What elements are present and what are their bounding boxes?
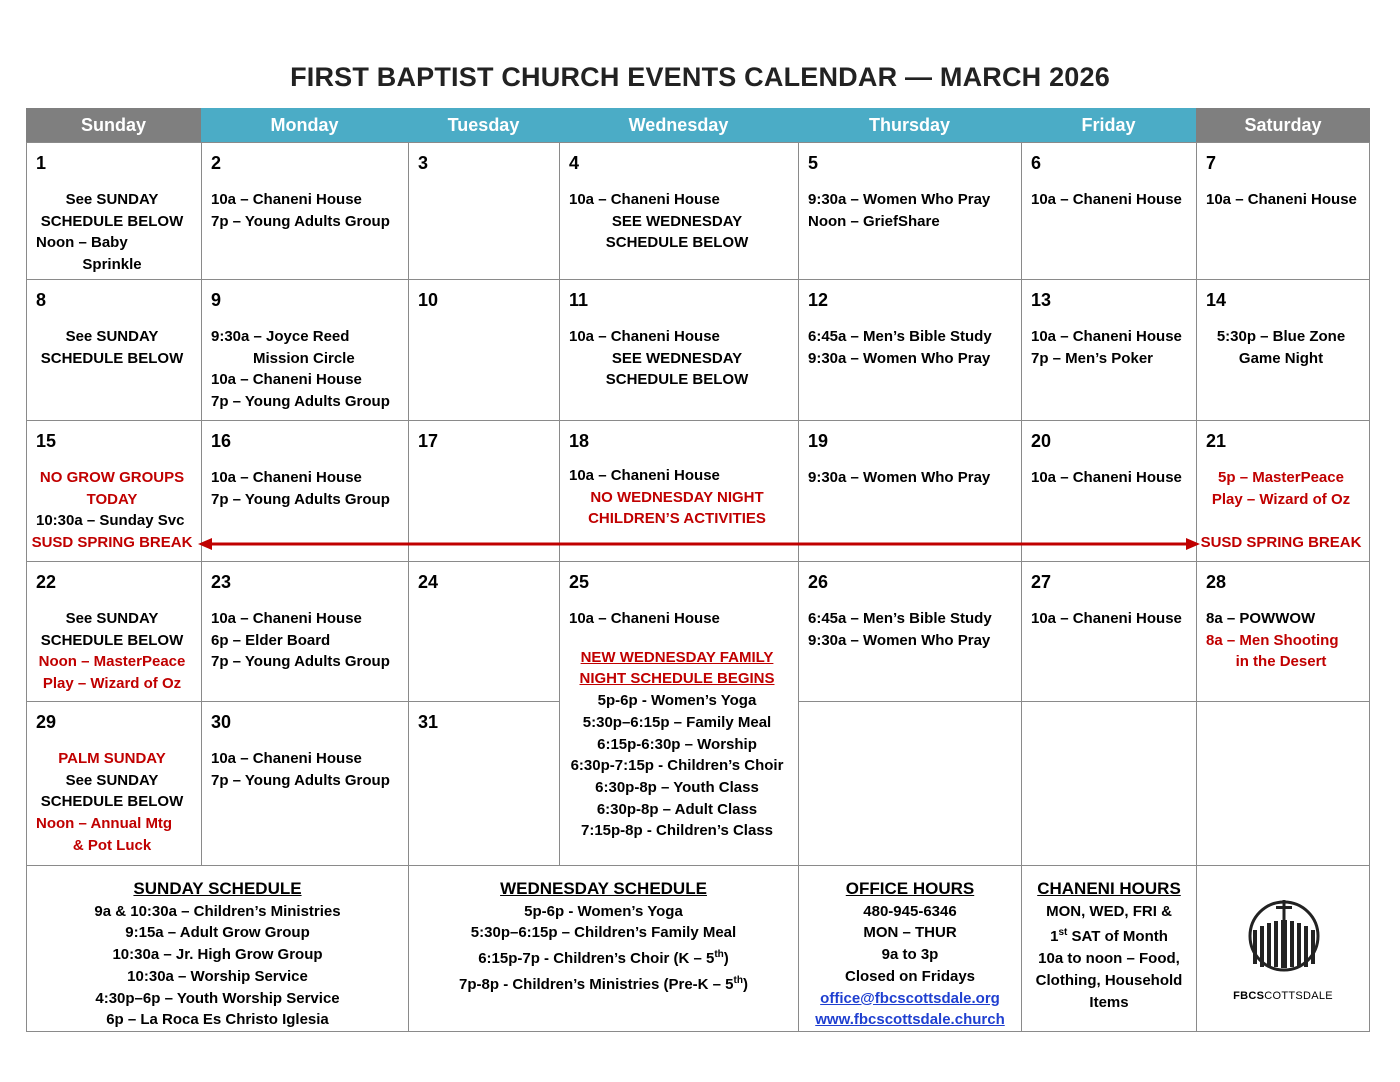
- event-line: 6:45a – Men’s Bible Study: [808, 610, 992, 627]
- wednesday-schedule-box: [408, 865, 799, 1032]
- empty-cell: [1021, 701, 1197, 866]
- event-line: NO WEDNESDAY NIGHT: [590, 488, 764, 506]
- day-events: [211, 467, 404, 510]
- day-cell-1: [26, 142, 202, 280]
- website-link[interactable]: www.fbcscottsdale.church: [815, 1011, 1005, 1029]
- calendar-grid: [26, 108, 1370, 1032]
- event-line: 5p – MasterPeace: [1218, 469, 1344, 486]
- chaneni-hours-box: [1021, 865, 1197, 1032]
- day-number: 18: [569, 431, 590, 451]
- event-line: SCHEDULE BELOW: [605, 371, 749, 389]
- page-title: FIRST BAPTIST CHURCH EVENTS CALENDAR — MARCH 2026: [290, 62, 1110, 92]
- day-events: [1206, 189, 1365, 211]
- event-line: 10a – Chaneni House: [1031, 191, 1182, 208]
- event-line: 7p – Young Adults Group: [211, 490, 390, 508]
- day-number: 23: [211, 572, 232, 592]
- event-line: 6:30p-8p – Adult Class: [596, 800, 758, 818]
- event-line: 5:30p–6:15p – Family Meal: [582, 713, 772, 731]
- office-phone: 480-945-6346: [863, 902, 957, 920]
- day-cell-22: [26, 561, 202, 702]
- logo-text-bold: FBCS: [1233, 990, 1265, 1002]
- day-cell-7: [1196, 142, 1370, 280]
- day-cell-12: [798, 279, 1022, 421]
- event-line: Sprinkle: [82, 256, 142, 274]
- schedule-text: 7p-8p - Children’s Ministries (Pre-K – 5: [459, 975, 734, 993]
- header-saturday: Saturday: [1196, 108, 1370, 142]
- event-line: 6p – Elder Board: [211, 631, 331, 649]
- event-line: SCHEDULE BELOW: [40, 212, 184, 230]
- day-number: 3: [418, 153, 429, 173]
- event-line: 10a – Chaneni House: [569, 191, 720, 208]
- wednesday-schedule-heading: WEDNESDAY SCHEDULE: [500, 879, 707, 898]
- event-line: SUSD SPRING BREAK: [1200, 534, 1362, 552]
- day-events: [211, 608, 404, 673]
- event-line: See SUNDAY: [65, 771, 159, 789]
- day-events: [1031, 467, 1192, 489]
- chaneni-text: 1: [1050, 928, 1059, 946]
- event-line: 10a – Chaneni House: [569, 467, 720, 484]
- day-number: 11: [569, 290, 589, 310]
- day-cell-29: [26, 701, 202, 866]
- event-line: See SUNDAY: [65, 610, 159, 627]
- day-number: 29: [36, 712, 57, 732]
- event-line: TODAY: [86, 490, 138, 508]
- event-line: 10a – Chaneni House: [211, 191, 362, 208]
- event-line: 7p – Men’s Poker: [1031, 349, 1153, 367]
- day-cell-5: [798, 142, 1022, 280]
- day-cell-10: [408, 279, 560, 421]
- event-line: PALM SUNDAY: [58, 750, 166, 767]
- event-line: Mission Circle: [253, 349, 355, 367]
- day-events: [211, 748, 404, 791]
- event-line: 7p – Young Adults Group: [211, 653, 390, 671]
- event-line: 6:45a – Men’s Bible Study: [808, 328, 992, 345]
- day-number: 8: [36, 290, 47, 310]
- day-cell-15: [26, 420, 202, 562]
- event-line: 7:15p-8p - Children’s Class: [581, 822, 773, 840]
- day-events: [569, 608, 794, 842]
- day-cell-25: [559, 561, 799, 866]
- event-line: 10a – Chaneni House: [1031, 610, 1182, 627]
- day-number: 19: [808, 431, 829, 451]
- superscript: st: [1058, 927, 1068, 939]
- event-line: 6:30p-7:15p - Children’s Choir: [570, 757, 784, 775]
- event-line: SUSD SPRING BREAK: [31, 534, 193, 552]
- day-events: [36, 189, 197, 276]
- event-line: SCHEDULE BELOW: [605, 234, 749, 252]
- header-sunday: Sunday: [26, 108, 201, 142]
- event-line: 5:30p – Blue Zone: [1216, 328, 1346, 345]
- event-line: Play – Wizard of Oz: [42, 675, 182, 693]
- chaneni-line: 10a to noon – Food,: [1038, 950, 1180, 968]
- day-number: 7: [1206, 153, 1217, 173]
- event-line: SEE WEDNESDAY: [611, 212, 743, 230]
- day-cell-6: [1021, 142, 1197, 280]
- day-events: [1031, 189, 1192, 211]
- logo-box: [1196, 865, 1370, 1032]
- event-line: Game Night: [1238, 349, 1324, 367]
- day-number: 14: [1206, 290, 1227, 310]
- day-cell-31: [408, 701, 560, 866]
- event-line: NIGHT SCHEDULE BEGINS: [579, 670, 775, 688]
- day-cell-11: [559, 279, 799, 421]
- event-line: NEW WEDNESDAY FAMILY: [580, 648, 774, 666]
- day-events: [569, 326, 794, 391]
- sunday-schedule-heading: SUNDAY SCHEDULE: [133, 879, 302, 898]
- day-cell-27: [1021, 561, 1197, 702]
- event-line: in the Desert: [1235, 653, 1327, 671]
- empty-cell: [798, 701, 1022, 866]
- day-number: 17: [418, 431, 439, 451]
- event-line: Noon – MasterPeace: [38, 653, 186, 671]
- schedule-line: 9:15a – Adult Grow Group: [125, 924, 310, 942]
- event-line: Play – Wizard of Oz: [1211, 490, 1351, 508]
- day-cell-3: [408, 142, 560, 280]
- chaneni-line: Items: [1089, 993, 1129, 1011]
- chaneni-line: MON, WED, FRI &: [1046, 902, 1172, 920]
- schedule-line: 5:30p–6:15p – Children’s Family Meal: [470, 924, 737, 942]
- event-line: 7p – Young Adults Group: [211, 212, 390, 230]
- event-line: 6:15p-6:30p – Worship: [597, 735, 757, 753]
- day-events: [31, 467, 197, 554]
- day-number: 12: [808, 290, 829, 310]
- day-events: [569, 189, 794, 254]
- office-email-link[interactable]: office@fbcscottsdale.org: [820, 989, 1000, 1007]
- header-tuesday: Tuesday: [408, 108, 559, 142]
- day-number: 16: [211, 431, 232, 451]
- event-line: & Pot Luck: [72, 836, 152, 854]
- day-cell-9: [201, 279, 409, 421]
- chaneni-line: Clothing, Household: [1035, 971, 1183, 989]
- schedule-line: 5p-6p - Women’s Yoga: [524, 902, 683, 920]
- header-wednesday: Wednesday: [559, 108, 798, 142]
- day-number: 1: [36, 153, 47, 173]
- event-line: 8a – POWWOW: [1206, 610, 1316, 627]
- day-cell-24: [408, 561, 560, 702]
- event-line: 9:30a – Women Who Pray: [808, 631, 991, 649]
- office-hours-heading: OFFICE HOURS: [845, 879, 975, 898]
- schedule-text: 6:15p-7p - Children’s Choir (K – 5: [478, 950, 715, 968]
- day-cell-8: [26, 279, 202, 421]
- day-cell-2: [201, 142, 409, 280]
- schedule-line: [409, 944, 798, 970]
- event-line: 9:30a – Women Who Pray: [808, 469, 991, 486]
- day-events: [808, 467, 1017, 489]
- event-line: SCHEDULE BELOW: [40, 349, 184, 367]
- day-number: 21: [1206, 431, 1227, 451]
- event-line: 10a – Chaneni House: [211, 610, 362, 627]
- event-line: Noon – Baby: [36, 234, 128, 252]
- day-cell-4: [559, 142, 799, 280]
- empty-cell: [1196, 701, 1370, 866]
- event-line: 6:30p-8p – Youth Class: [595, 778, 759, 796]
- event-line: 10a – Chaneni House: [1206, 191, 1357, 208]
- event-line: 9:30a – Joyce Reed: [211, 328, 350, 345]
- event-line: 10a – Chaneni House: [1031, 328, 1182, 345]
- day-number: 31: [418, 712, 439, 732]
- event-line: 10a – Chaneni House: [211, 469, 362, 486]
- day-number: 30: [211, 712, 232, 732]
- sunday-schedule-box: [26, 865, 409, 1032]
- day-events: [36, 608, 197, 695]
- schedule-line: 10:30a – Jr. High Grow Group: [112, 946, 323, 964]
- event-line: 7p – Young Adults Group: [211, 393, 390, 411]
- day-events: [1200, 467, 1365, 554]
- header-thursday: Thursday: [798, 108, 1021, 142]
- day-number: 27: [1031, 572, 1052, 592]
- day-cell-23: [201, 561, 409, 702]
- chaneni-text: SAT of Month: [1067, 928, 1168, 946]
- day-events: [1031, 608, 1192, 630]
- day-cell-21: [1196, 420, 1370, 562]
- day-cell-14: [1196, 279, 1370, 421]
- superscript: th: [733, 974, 743, 986]
- office-closed: Closed on Fridays: [844, 967, 976, 985]
- event-line: 10a – Chaneni House: [211, 750, 362, 767]
- schedule-line: [409, 970, 798, 996]
- day-number: 15: [36, 431, 57, 451]
- logo-wordmark: [1197, 986, 1369, 1008]
- schedule-text: ): [742, 975, 748, 993]
- event-line: Noon – GriefShare: [808, 212, 940, 230]
- day-events: [1031, 326, 1192, 369]
- schedule-text: ): [723, 950, 729, 968]
- schedule-line: 6p – La Roca Es Christo Iglesia: [106, 1011, 329, 1029]
- day-events: [808, 608, 1017, 651]
- event-line: 10a – Chaneni House: [1031, 469, 1182, 486]
- day-cell-28: [1196, 561, 1370, 702]
- day-number: 9: [211, 290, 222, 310]
- day-number: 20: [1031, 431, 1052, 451]
- day-events: [808, 189, 1017, 232]
- day-number: 10: [418, 290, 439, 310]
- day-cell-26: [798, 561, 1022, 702]
- day-events: [36, 326, 197, 369]
- office-hours-box: [798, 865, 1022, 1032]
- day-number: 25: [569, 572, 590, 592]
- day-cell-13: [1021, 279, 1197, 421]
- event-line: 9:30a – Women Who Pray: [808, 191, 991, 208]
- header-monday: Monday: [201, 108, 408, 142]
- event-line: 7p – Young Adults Group: [211, 771, 390, 789]
- event-line: 10a – Chaneni House: [211, 371, 362, 389]
- day-number: 24: [418, 572, 439, 592]
- day-events: [1206, 608, 1365, 673]
- office-hours-time: 9a to 3p: [881, 946, 939, 964]
- day-events: [808, 326, 1017, 369]
- day-number: 6: [1031, 153, 1042, 173]
- day-number: 5: [808, 153, 819, 173]
- event-line: NO GROW GROUPS: [39, 469, 185, 486]
- chaneni-line: [1022, 922, 1196, 948]
- day-number: 2: [211, 153, 222, 173]
- event-line: See SUNDAY: [65, 328, 159, 345]
- day-events: [569, 465, 794, 530]
- church-logo-icon: [1237, 896, 1331, 976]
- event-line: 5p-6p - Women’s Yoga: [597, 692, 757, 710]
- day-number: 13: [1031, 290, 1052, 310]
- day-events: [211, 326, 404, 413]
- event-line: 9:30a – Women Who Pray: [808, 349, 991, 367]
- office-days: MON – THUR: [863, 924, 957, 942]
- day-number: 28: [1206, 572, 1227, 592]
- event-line: SCHEDULE BELOW: [40, 793, 184, 811]
- superscript: th: [714, 949, 724, 961]
- day-number: 22: [36, 572, 57, 592]
- event-line: SCHEDULE BELOW: [40, 631, 184, 649]
- day-cell-30: [201, 701, 409, 866]
- event-line: See SUNDAY: [65, 191, 159, 208]
- header-friday: Friday: [1021, 108, 1196, 142]
- day-events: [1206, 326, 1365, 369]
- event-line: 10a – Chaneni House: [569, 328, 720, 345]
- chaneni-hours-heading: CHANENI HOURS: [1037, 879, 1181, 898]
- day-number: 26: [808, 572, 829, 592]
- day-events: [36, 748, 197, 857]
- schedule-line: 4:30p–6p – Youth Worship Service: [95, 989, 340, 1007]
- event-line: 8a – Men Shooting: [1206, 631, 1339, 649]
- schedule-line: 9a & 10:30a – Children’s Ministries: [94, 902, 341, 920]
- day-number: 4: [569, 153, 580, 173]
- event-line: 10a – Chaneni House: [569, 610, 720, 627]
- event-line: CHILDREN’S ACTIVITIES: [588, 510, 766, 528]
- event-line: Noon – Annual Mtg: [36, 815, 173, 833]
- event-line: SEE WEDNESDAY: [611, 349, 743, 367]
- logo-text-light: COTTSDALE: [1264, 990, 1333, 1002]
- schedule-line: 10:30a – Worship Service: [127, 967, 308, 985]
- day-events: [211, 189, 404, 232]
- spring-break-arrow-icon: [196, 536, 1202, 552]
- event-line: 10:30a – Sunday Svc: [36, 512, 185, 530]
